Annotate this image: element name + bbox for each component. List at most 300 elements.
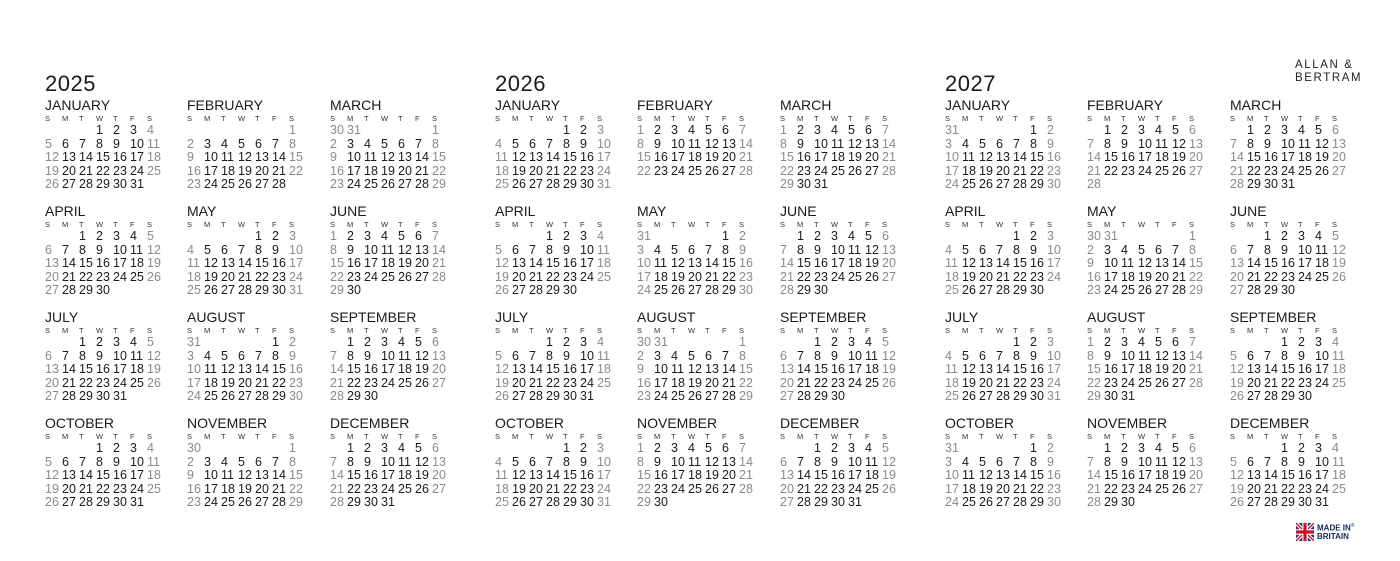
day-cell: 12: [1172, 136, 1186, 151]
day-cell: 30: [1121, 495, 1135, 509]
day-cell: 6: [398, 136, 405, 151]
month-july: [945, 310, 1081, 404]
day-cell: 14: [1013, 150, 1027, 164]
day-cell: 21: [529, 269, 543, 284]
day-cell: 1: [563, 123, 570, 137]
day-cell: 22: [1104, 481, 1118, 496]
day-cell: 19: [1230, 375, 1244, 390]
day-cell: 28: [1172, 283, 1186, 297]
day-cell: 25: [962, 495, 976, 509]
weekday-label: T: [1121, 432, 1126, 441]
day-cell: 18: [495, 163, 509, 178]
day-cell: 13: [1189, 454, 1203, 469]
weekday-label: F: [722, 432, 727, 441]
weekday-label: T: [221, 220, 226, 229]
day-cell: 10: [289, 242, 303, 257]
day-cell: 7: [1264, 348, 1271, 363]
weekday-label: M: [62, 432, 69, 441]
day-cell: 11: [495, 150, 508, 164]
month-august: [1087, 310, 1223, 404]
week-row: [945, 257, 1081, 271]
day-cell: 9: [1298, 454, 1305, 469]
day-cell: 2: [113, 123, 120, 137]
day-cell: 25: [147, 481, 161, 496]
day-cell: 25: [1155, 163, 1169, 178]
day-cell: 10: [381, 454, 395, 469]
weekday-label: T: [1298, 220, 1303, 229]
day-cell: 5: [495, 348, 502, 363]
day-cell: 28: [62, 389, 76, 403]
month-november: [1087, 416, 1223, 510]
day-cell: 18: [130, 362, 144, 376]
day-cell: 25: [1121, 283, 1135, 297]
day-cell: [398, 496, 415, 510]
day-cell: [671, 230, 688, 244]
day-cell: 27: [1189, 163, 1203, 178]
day-cell: 8: [1281, 348, 1288, 363]
week-row: [780, 284, 916, 298]
day-cell: 2: [797, 123, 804, 137]
weekday-label: S: [147, 220, 153, 229]
day-cell: 2: [580, 123, 587, 137]
day-cell: [255, 124, 272, 138]
day-cell: [432, 390, 449, 404]
week-row: [1087, 469, 1223, 483]
day-cell: 30: [113, 177, 127, 191]
month-march: [780, 98, 916, 192]
weekday-label: S: [739, 326, 745, 335]
day-cell: 7: [62, 348, 69, 363]
month-april: [945, 204, 1081, 298]
day-cell: [130, 390, 147, 404]
day-cell: 29: [546, 389, 560, 403]
day-cell: [1172, 230, 1189, 244]
day-cell: 2: [187, 454, 194, 469]
day-cell: 7: [1087, 136, 1094, 151]
day-cell: 2: [1281, 229, 1288, 243]
day-cell: 17: [204, 163, 218, 178]
day-cell: 19: [238, 163, 252, 178]
month-name: OCTOBER: [945, 415, 1014, 431]
day-cell: 28: [739, 481, 753, 496]
day-cell: 29: [780, 177, 794, 191]
week-row: [495, 456, 631, 470]
day-cell: 27: [979, 283, 993, 297]
month-april: [495, 204, 631, 298]
weekday-label: M: [1247, 114, 1254, 123]
day-cell: 8: [1104, 136, 1111, 151]
day-cell: [79, 442, 96, 456]
day-cell: 3: [381, 335, 388, 349]
month-name: AUGUST: [1087, 309, 1146, 325]
day-cell: 18: [1332, 468, 1346, 482]
day-cell: 6: [415, 229, 422, 243]
day-cell: 6: [512, 242, 519, 257]
day-cell: 6: [1230, 242, 1237, 257]
day-cell: 1: [563, 441, 570, 455]
week-row: [45, 257, 181, 271]
week-row: [330, 271, 466, 285]
day-cell: 25: [147, 163, 161, 178]
day-cell: 9: [330, 150, 337, 164]
day-cell: 25: [221, 177, 235, 191]
weekday-label: S: [780, 432, 786, 441]
weekday-label: S: [597, 114, 603, 123]
week-row: [1230, 483, 1366, 497]
day-cell: 23: [289, 375, 303, 390]
day-cell: 3: [187, 348, 194, 363]
day-cell: 5: [962, 348, 969, 363]
day-cell: [597, 390, 614, 404]
day-cell: 3: [1315, 335, 1322, 349]
day-cell: 27: [1332, 163, 1346, 178]
weekday-label: W: [381, 220, 389, 229]
day-cell: 20: [415, 256, 429, 270]
day-cell: 17: [1281, 150, 1295, 164]
day-cell: [45, 442, 62, 456]
weekday-label: T: [814, 326, 819, 335]
day-cell: 21: [415, 163, 429, 178]
day-cell: 28: [62, 283, 76, 297]
month-name: MAY: [1087, 203, 1117, 219]
weekday-label: T: [1264, 326, 1269, 335]
day-cell: 25: [688, 481, 702, 496]
day-cell: [705, 496, 722, 510]
day-cell: 23: [831, 375, 845, 390]
day-cell: 2: [1104, 335, 1111, 349]
day-cell: 10: [814, 136, 828, 151]
day-cell: 21: [739, 150, 753, 164]
day-cell: 14: [1189, 348, 1203, 363]
week-row: [945, 483, 1081, 497]
weekday-label: M: [962, 220, 969, 229]
day-cell: 5: [1138, 242, 1145, 257]
week-row: [1230, 178, 1366, 192]
week-row: [187, 390, 323, 404]
day-cell: 24: [1047, 375, 1061, 390]
day-cell: 31: [130, 495, 144, 509]
day-cell: 1: [289, 123, 296, 137]
day-cell: 5: [415, 441, 422, 455]
day-cell: 6: [996, 454, 1003, 469]
month-february: [637, 98, 773, 178]
day-cell: 12: [238, 150, 252, 164]
week-row: [780, 165, 916, 179]
week-row: [780, 244, 916, 258]
weekday-label: W: [996, 114, 1004, 123]
weekday-label: M: [347, 114, 354, 123]
day-cell: 3: [1315, 441, 1322, 455]
day-cell: 27: [1172, 375, 1186, 390]
day-cell: 2: [637, 348, 644, 363]
weekday-label: T: [1298, 326, 1303, 335]
day-cell: 19: [962, 269, 976, 284]
day-cell: 9: [654, 454, 661, 469]
weekday-label: T: [848, 220, 853, 229]
weekday-label: M: [62, 220, 69, 229]
day-cell: 27: [722, 481, 736, 496]
week-row: [945, 456, 1081, 470]
day-cell: [1230, 124, 1247, 138]
weekday-label: S: [1332, 432, 1338, 441]
day-cell: 7: [415, 136, 422, 151]
day-cell: 17: [130, 150, 144, 164]
week-row: [330, 165, 466, 179]
week-row: [45, 271, 181, 285]
day-cell: 1: [1087, 335, 1094, 349]
day-cell: 6: [529, 136, 536, 151]
month-november: [637, 416, 773, 510]
day-cell: 31: [113, 389, 127, 403]
day-cell: 18: [1332, 362, 1346, 376]
day-cell: 6: [62, 454, 69, 469]
weekday-label: T: [705, 326, 710, 335]
day-cell: 26: [979, 177, 993, 191]
weekday-label: T: [221, 432, 226, 441]
day-cell: 14: [780, 256, 794, 270]
weekday-label: S: [187, 220, 193, 229]
weekday-label: F: [1315, 432, 1320, 441]
day-cell: 11: [130, 348, 143, 363]
day-cell: [1155, 496, 1172, 510]
day-cell: 9: [1030, 348, 1037, 363]
week-row: [330, 257, 466, 271]
day-cell: 27: [45, 389, 59, 403]
weekday-label: W: [996, 220, 1004, 229]
week-row: [637, 244, 773, 258]
day-cell: 10: [1138, 454, 1152, 469]
weekday-label: F: [272, 220, 277, 229]
day-cell: 22: [722, 269, 736, 284]
day-cell: 20: [865, 150, 879, 164]
day-cell: 8: [1030, 454, 1037, 469]
day-cell: 12: [415, 454, 429, 469]
day-cell: [654, 230, 671, 244]
week-row: [1230, 138, 1366, 152]
day-cell: 26: [415, 481, 429, 496]
week-row: [187, 178, 323, 192]
day-cell: 29: [1030, 177, 1044, 191]
day-cell: 29: [722, 283, 736, 297]
day-cell: 7: [1087, 454, 1094, 469]
day-cell: 23: [654, 481, 668, 496]
day-cell: 26: [688, 389, 702, 403]
weekday-label: S: [330, 220, 336, 229]
day-cell: 8: [347, 348, 354, 363]
day-cell: 3: [1281, 123, 1288, 137]
brand-line-1: ALLAN &: [1295, 59, 1354, 71]
day-cell: 1: [1247, 123, 1254, 137]
day-cell: 26: [512, 177, 526, 191]
day-cell: 22: [1281, 375, 1295, 390]
day-cell: 26: [45, 495, 59, 509]
day-cell: 11: [147, 136, 160, 151]
day-cell: 15: [1087, 362, 1101, 376]
day-cell: 14: [529, 362, 543, 376]
weekday-label: T: [671, 326, 676, 335]
week-row: [187, 496, 323, 510]
day-cell: 5: [1315, 123, 1322, 137]
week-row: [637, 456, 773, 470]
weekday-label: F: [1030, 114, 1035, 123]
weekday-label: S: [780, 114, 786, 123]
day-cell: 15: [96, 150, 110, 164]
day-cell: 24: [580, 269, 594, 284]
day-cell: 12: [688, 362, 702, 376]
weekday-label: F: [130, 114, 135, 123]
day-cell: 19: [45, 481, 59, 496]
day-cell: 17: [580, 256, 594, 270]
weekday-label: W: [381, 114, 389, 123]
day-cell: 20: [255, 163, 269, 178]
day-cell: 22: [780, 163, 794, 178]
day-cell: 30: [1030, 389, 1044, 403]
day-cell: [848, 390, 865, 404]
day-cell: 11: [221, 150, 234, 164]
weekday-label: T: [1264, 220, 1269, 229]
day-cell: 11: [381, 242, 394, 257]
day-cell: [671, 336, 688, 350]
day-cell: 24: [347, 177, 361, 191]
day-cell: 7: [797, 348, 804, 363]
day-cell: [739, 496, 756, 510]
day-cell: 24: [1121, 375, 1135, 390]
day-cell: 17: [381, 362, 395, 376]
day-cell: 10: [113, 348, 127, 363]
weekday-label: T: [79, 114, 84, 123]
day-cell: 29: [814, 389, 828, 403]
week-row: [637, 257, 773, 271]
day-cell: [1138, 390, 1155, 404]
weekday-label: M: [654, 432, 661, 441]
weekday-label: T: [529, 114, 534, 123]
day-cell: 30: [654, 495, 668, 509]
weekday-header: [187, 325, 323, 336]
day-cell: 13: [62, 150, 76, 164]
day-cell: 16: [1104, 362, 1118, 376]
week-row: [945, 442, 1081, 456]
weekday-label: F: [865, 220, 870, 229]
day-cell: [865, 496, 882, 510]
weekday-label: S: [1047, 432, 1053, 441]
weekday-label: W: [1281, 326, 1289, 335]
weekday-label: W: [546, 220, 554, 229]
day-cell: [882, 390, 899, 404]
day-cell: 3: [113, 335, 120, 349]
day-cell: 6: [979, 242, 986, 257]
day-cell: 30: [187, 441, 201, 455]
day-cell: 8: [255, 242, 262, 257]
day-cell: 26: [962, 283, 976, 297]
day-cell: [432, 496, 449, 510]
weekday-label: S: [1087, 326, 1093, 335]
day-cell: 27: [1189, 481, 1203, 496]
day-cell: [962, 336, 979, 350]
day-cell: 15: [79, 256, 93, 270]
day-cell: 20: [688, 269, 702, 284]
day-cell: 15: [563, 468, 577, 482]
day-cell: 22: [255, 269, 269, 284]
day-cell: 25: [204, 389, 218, 403]
day-cell: [597, 284, 614, 298]
day-cell: 2: [654, 441, 661, 455]
day-cell: [1315, 390, 1332, 404]
day-cell: 28: [797, 389, 811, 403]
day-cell: 24: [814, 163, 828, 178]
day-cell: 25: [1315, 269, 1329, 284]
day-cell: 5: [238, 136, 245, 151]
day-cell: 23: [563, 269, 577, 284]
weekday-label: S: [187, 432, 193, 441]
day-cell: 29: [79, 283, 93, 297]
day-cell: 25: [364, 177, 378, 191]
day-cell: 12: [882, 348, 896, 363]
day-cell: 31: [637, 229, 651, 243]
week-row: [45, 151, 181, 165]
weekday-label: S: [330, 432, 336, 441]
day-cell: 4: [865, 335, 872, 349]
week-row: [1087, 257, 1223, 271]
day-cell: 6: [432, 335, 439, 349]
day-cell: 22: [637, 163, 651, 178]
day-cell: 19: [512, 163, 526, 178]
day-cell: 1: [797, 229, 804, 243]
day-cell: 12: [1315, 136, 1329, 151]
day-cell: 28: [1230, 177, 1244, 191]
day-cell: 3: [204, 454, 211, 469]
day-cell: 30: [1104, 389, 1118, 403]
month-name: OCTOBER: [495, 415, 564, 431]
week-row: [495, 165, 631, 179]
day-cell: 31: [1121, 389, 1135, 403]
day-cell: 4: [381, 229, 388, 243]
day-cell: 1: [79, 335, 86, 349]
day-cell: 20: [432, 362, 446, 376]
day-cell: 21: [238, 269, 252, 284]
day-cell: 10: [204, 468, 218, 482]
day-cell: 21: [996, 375, 1010, 390]
day-cell: [1155, 230, 1172, 244]
day-cell: 17: [130, 468, 144, 482]
day-cell: 29: [1264, 283, 1278, 297]
day-cell: 19: [1315, 150, 1329, 164]
day-cell: [962, 442, 979, 456]
day-cell: 9: [1281, 242, 1288, 257]
week-row: [495, 377, 631, 391]
day-cell: 11: [1315, 242, 1328, 257]
day-cell: 18: [147, 468, 161, 482]
day-cell: 27: [512, 283, 526, 297]
day-cell: 20: [529, 163, 543, 178]
weekday-label: F: [722, 326, 727, 335]
day-cell: 9: [580, 454, 587, 469]
week-row: [1230, 271, 1366, 285]
week-row: [1087, 151, 1223, 165]
day-cell: 12: [381, 150, 395, 164]
weekday-label: T: [1013, 114, 1018, 123]
day-cell: 29: [797, 283, 811, 297]
day-cell: 23: [637, 389, 651, 403]
day-cell: 1: [330, 229, 337, 243]
day-cell: [962, 230, 979, 244]
day-cell: 26: [204, 283, 218, 297]
day-cell: 9: [563, 348, 570, 363]
day-cell: [831, 284, 848, 298]
weekday-label: T: [563, 114, 568, 123]
day-cell: 19: [45, 163, 59, 178]
day-cell: 27: [255, 177, 269, 191]
weekday-label: W: [1138, 220, 1146, 229]
